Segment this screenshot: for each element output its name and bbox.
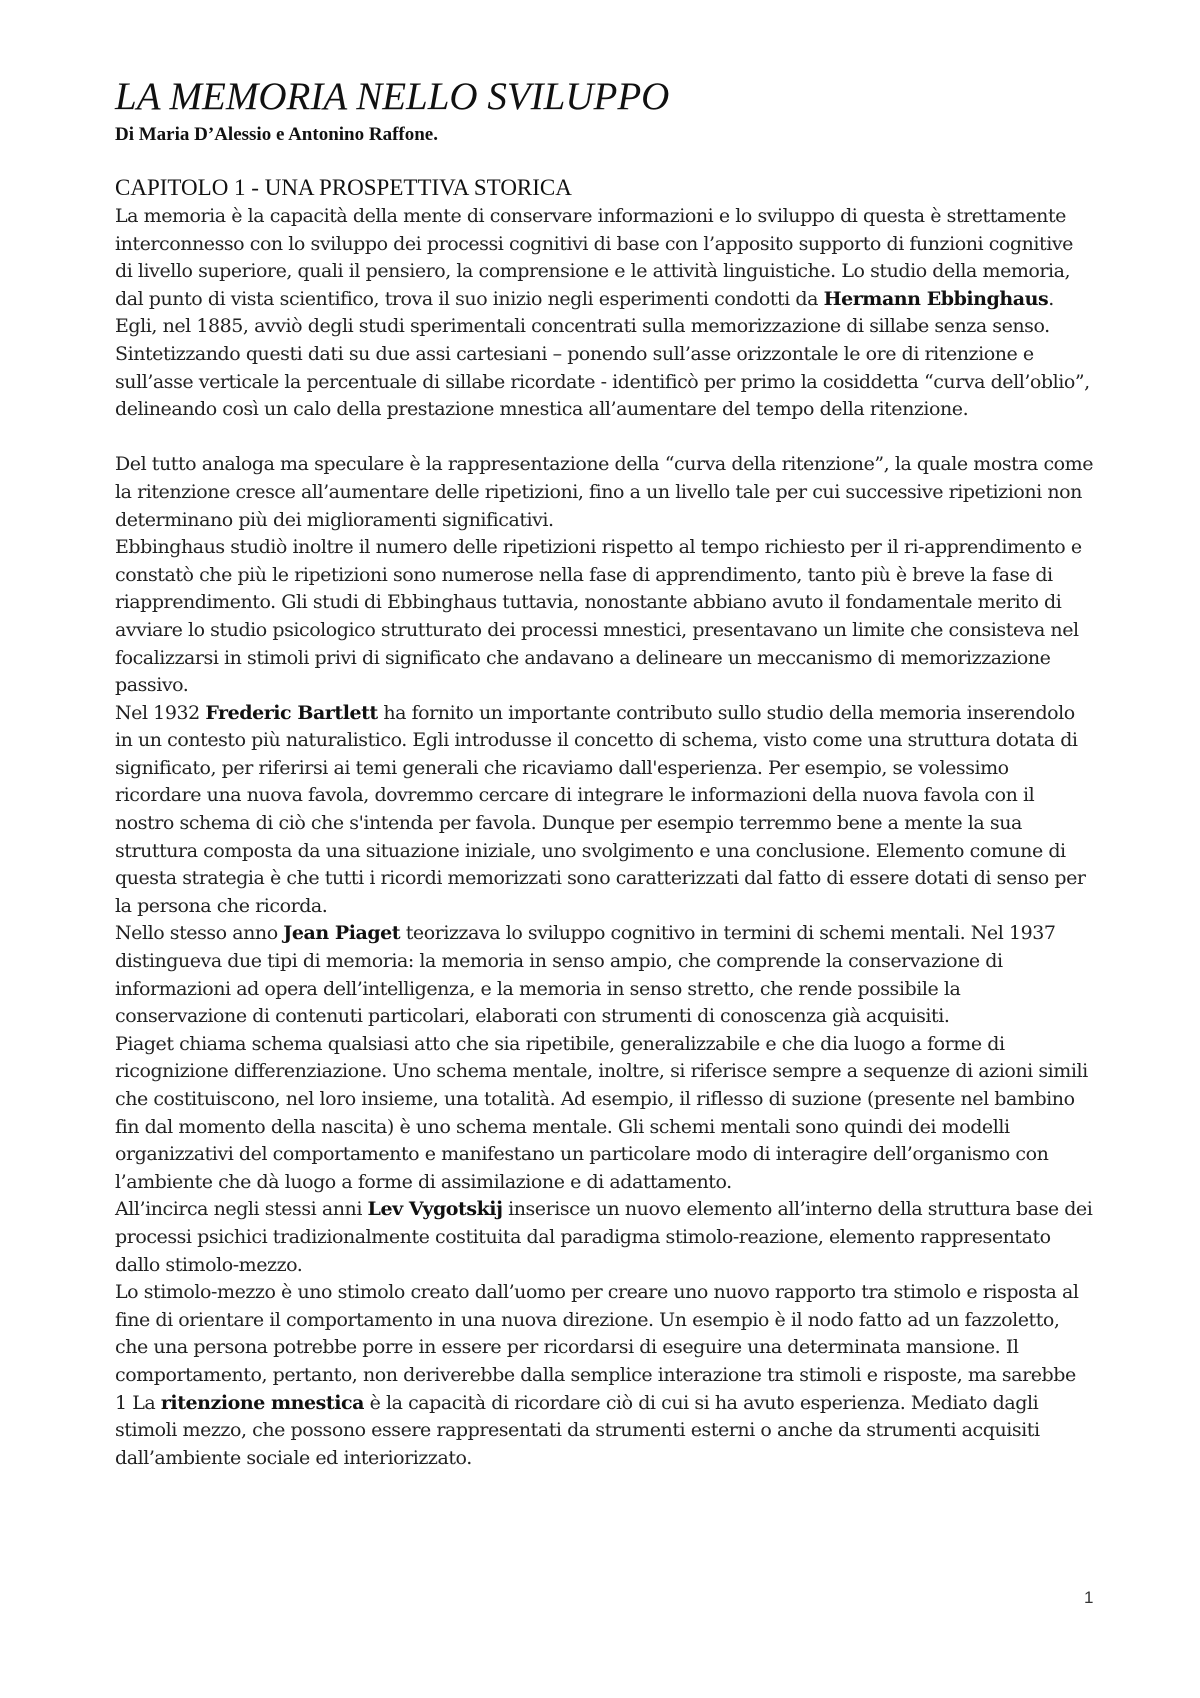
- paragraph-ebbinghaus: [115, 203, 1095, 424]
- document-authors: Di Maria D’Alessio e Antonino Raffone.: [115, 124, 438, 145]
- document-body: [115, 203, 1095, 1472]
- paragraph-stimulus-means: Lo stimolo-mezzo è uno stimolo creato dall’uomo per creare uno nuovo rapporto tra stimolo e risposta al fine di orientare il comportamento in una nuova direzione. Un esempio è il nodo fatto ad un fazzoletto, che una persona potrebbe porre in essere per ricordarsi di eseguire una determinata mansione. Il comportamento, pertanto, non deriverebbe dalla semplice interazione tra stimoli e risposte, ma sarebbe: [115, 1281, 1079, 1386]
- footnote-1: [115, 1390, 1095, 1473]
- paragraph-text: teorizzava lo sviluppo cognitivo in termini di schemi mentali. Nel 1937 distingueva due tipi di memoria: la memoria in senso ampio, che comprende la conservazione di informazioni ad opera dell’intelligenza, e la memoria in senso stretto, che rende possibile la conservazione di contenuti particolari, elaborati con strumenti di conoscenza già acquisiti.: [115, 922, 1056, 1028]
- person-name-piaget: Jean Piaget: [283, 922, 401, 945]
- paragraph-relearning: Ebbinghaus studiò inoltre il numero delle ripetizioni rispetto al tempo richiesto per il ri-apprendimento e constatò che più le ripetizioni sono numerose nella fase di apprendimento, tanto più è breve la fase di riapprendimento. Gli studi di Ebbinghaus tuttavia, nonostante abbiano avuto il fondamentale merito di avviare lo studio psicologico strutturato dei processi mnestici, presentavano un limite che consisteva nel focalizzarsi in stimoli privi di significato che andavano a delineare un meccanismo di memorizzazione passivo.: [115, 536, 1082, 697]
- paragraph-piaget: [115, 920, 1095, 1030]
- person-name-bartlett: Frederic Bartlett: [205, 701, 378, 724]
- document-page: [115, 72, 1095, 1472]
- paragraph-vygotskij: [115, 1196, 1095, 1279]
- paragraph-text: All’incirca negli stessi anni: [115, 1198, 368, 1221]
- paragraph-text: ha fornito un importante contributo sullo studio della memoria inserendolo in un contesto più naturalistico. Egli introdusse il concetto di schema, visto come una struttura dotata di significato, per riferirsi ai temi generali che ricaviamo dall'esperienza. Per esempio, se volessimo ricordare una nuova favola, dovremmo cercare di integrare le informazioni della nuova favola con il nostro schema di ciò che s'intenda per favola. Dunque per esempio terremmo bene a mente la sua struttura composta da una situazione iniziale, uno svolgimento e una conclusione. Elemento comune di questa strategia è che tutti i ricordi memorizzati sono caratterizzati dal fatto di essere dotati di senso per la persona che ricorda.: [115, 701, 1086, 917]
- person-name-vygotskij: Lev Vygotskij: [367, 1198, 503, 1221]
- paragraph-bartlett: [115, 700, 1095, 921]
- paragraph-text: Nel 1932: [115, 701, 206, 724]
- page-number: 1: [1084, 1588, 1094, 1607]
- paragraph-text: . Egli, nel 1885, avviò degli studi sperimentali concentrati sulla memorizzazione di sillabe senza senso. Sintetizzando questi dati su due assi cartesiani – ponendo sull’asse orizzontale le ore di ritenzione e sull’asse verticale la percentuale di sillabe ricordate - identificò per primo la cosiddetta “curva dell’oblio”, delineando così un calo della prestazione mnestica all’aumentare del tempo della ritenzione.: [115, 287, 1090, 421]
- paragraph-text: inserisce un nuovo elemento all’interno della struttura base dei processi psichici tradizionalmente costituita dal paradigma stimolo-reazione, elemento rappresentato dallo stimolo-mezzo.: [115, 1198, 1093, 1276]
- footnote-text: 1 La: [115, 1391, 161, 1414]
- paragraph-text: La memoria è la capacità della mente di conservare informazioni e lo sviluppo di questa è strettamente interconnesso con lo sviluppo dei processi cognitivi di base con l’apposito supporto di funzioni cognitive di livello superiore, quali il pensiero, la comprensione e le attività linguistiche. Lo studio della memoria, dal punto di vista scientifico, trova il suo inizio negli esperimenti condotti da: [115, 205, 1073, 310]
- paragraph-text: Nello stesso anno: [115, 922, 284, 945]
- footnote-term: ritenzione mnestica: [160, 1391, 365, 1414]
- document-title: LA MEMORIA NELLO SVILUPPO: [115, 75, 670, 118]
- paragraph-retention-curve: Del tutto analoga ma speculare è la rappresentazione della “curva della ritenzione”, la quale mostra come la ritenzione cresce all’aumentare delle ripetizioni, fino a un livello tale per cui successive ripetizioni non determinano più dei miglioramenti significativi.: [115, 453, 1093, 531]
- chapter-heading: CAPITOLO 1 - UNA PROSPETTIVA STORICA: [115, 175, 572, 200]
- paragraph-schema: Piaget chiama schema qualsiasi atto che sia ripetibile, generalizzabile e che dia luogo a forme di ricognizione differenziazione. Uno schema mentale, inoltre, si riferisce sempre a sequenze di azioni simili che costituiscono, nel loro insieme, una totalità. Ad esempio, il riflesso di suzione (presente nel bambino fin dal momento della nascita) è uno schema mentale. Gli schemi mentali sono quindi dei modelli organizzativi del comportamento e manifestano un particolare modo di interagire dell’organismo con l’ambiente che dà luogo a forme di assimilazione e di adattamento.: [115, 1032, 1088, 1193]
- footnote-text: è la capacità di ricordare ciò di cui si ha avuto esperienza. Mediato dagli stimoli mezzo, che possono essere rappresentati da strumenti esterni o anche da strumenti acquisiti dall’ambiente sociale ed interiorizzato.: [115, 1391, 1040, 1469]
- person-name-ebbinghaus: Hermann Ebbinghaus: [823, 287, 1049, 310]
